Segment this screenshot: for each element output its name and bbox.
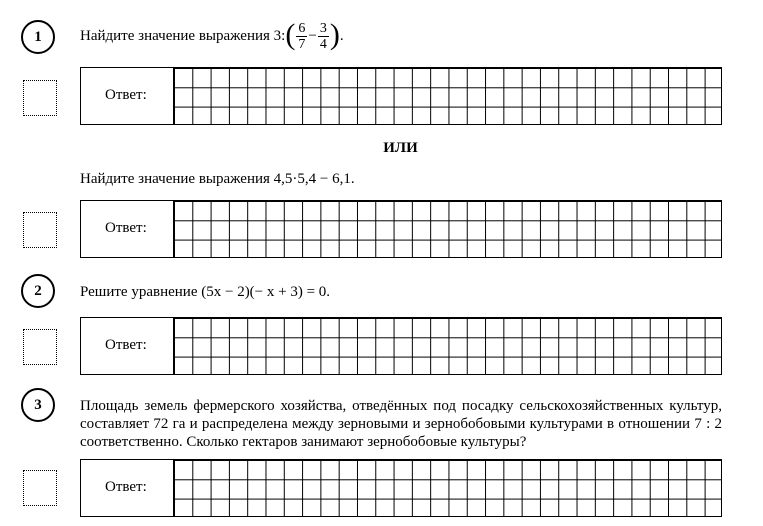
expr-minus: − (308, 27, 317, 44)
expr-rparen: ) (329, 17, 340, 51)
fraction-2 (318, 21, 329, 52)
or-separator: ИЛИ (383, 140, 418, 156)
score-box-2[interactable] (23, 329, 57, 365)
fraction-2-numerator: 3 (319, 21, 327, 36)
score-box-3[interactable] (23, 470, 57, 506)
answer-field-1b[interactable] (80, 200, 722, 258)
question-2-equation: (5x − 2)(− x + 3) = 0. (201, 284, 331, 300)
answer-grid[interactable] (173, 201, 721, 257)
question-number-1: 1 (21, 20, 55, 54)
question-number-3: 3 (21, 388, 55, 422)
expr-end: . (339, 27, 344, 44)
answer-grid[interactable] (173, 460, 721, 516)
expr-whole: 3 (273, 27, 282, 44)
expr-lparen: ( (285, 17, 296, 51)
question-2-text (80, 283, 330, 301)
score-box-1[interactable] (23, 80, 57, 116)
question-1b-expression: 4,5·5,4 − 6,1. (273, 171, 355, 187)
answer-field-1[interactable] (80, 67, 722, 125)
fraction-1-numerator: 6 (298, 21, 306, 36)
fraction-1 (296, 21, 307, 52)
answer-field-2[interactable] (80, 317, 722, 375)
question-number-2: 2 (21, 274, 55, 308)
expr-colon: : (281, 27, 286, 44)
question-1-text (80, 17, 344, 52)
question-1b-prompt: Найдите значение выражения (80, 171, 270, 187)
fraction-2-denominator: 4 (319, 37, 327, 52)
question-1-prompt: Найдите значение выражения (80, 27, 270, 44)
question-1-expression (273, 17, 344, 52)
answer-label: Ответ: (105, 337, 147, 353)
question-3-text: Площадь земель фермерского хозяйства, отведённых под посадку сельскохозяйственных культур, составляет 72 га и распределена между зерновыми и зернобобовыми культурами в отношении 7 : 2 соответственно. Сколько гектаров занимают зернобобовые культуры? (80, 398, 722, 450)
fraction-1-denominator: 7 (298, 37, 306, 52)
answer-grid[interactable] (173, 68, 721, 124)
question-2-prompt: Решите уравнение (80, 284, 198, 300)
question-1b-text (80, 170, 355, 188)
answer-label: Ответ: (105, 87, 147, 103)
answer-label: Ответ: (105, 479, 147, 495)
answer-grid[interactable] (173, 318, 721, 374)
answer-label: Ответ: (105, 220, 147, 236)
score-box-1b[interactable] (23, 212, 57, 248)
answer-field-3[interactable] (80, 459, 722, 517)
